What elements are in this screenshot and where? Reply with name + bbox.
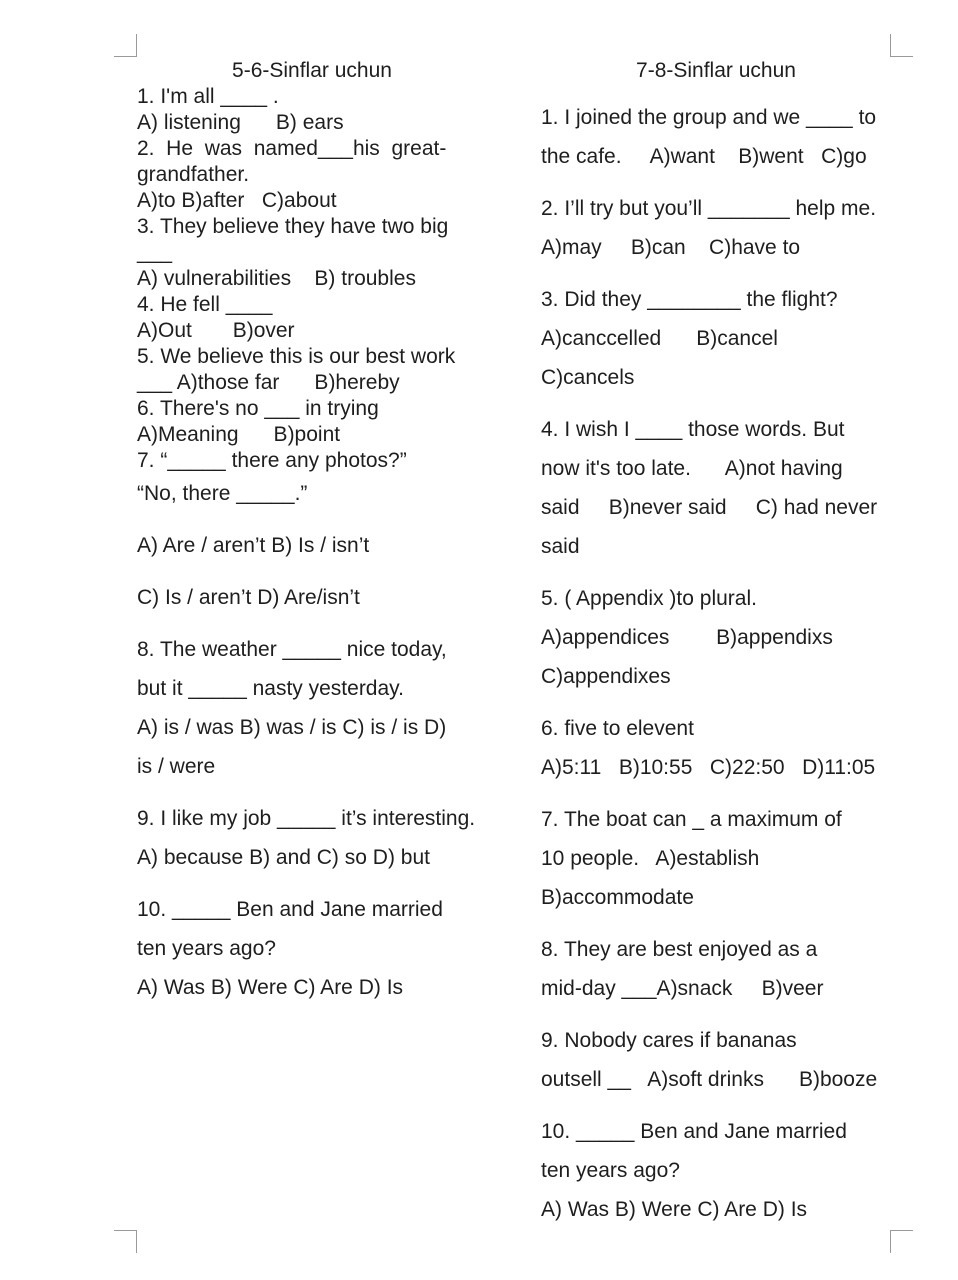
answer-options: A) Was B) Were C) Are D) Is <box>541 1198 808 1221</box>
answer-options: A) is / was B) was / is C) is / is D) <box>137 716 447 739</box>
question-10 <box>541 1112 891 1229</box>
answer-options: B)accommodate <box>541 886 694 909</box>
question-text: 1. I'm all ____ . <box>137 85 279 108</box>
answer-options: said <box>541 535 580 558</box>
question-text: 6. There's no ___ in trying <box>137 397 379 420</box>
question-text: 8. They are best enjoyed as a <box>541 938 818 961</box>
question-text: 3. They believe they have two big <box>137 215 449 238</box>
question-9 <box>541 1021 891 1099</box>
answer-options: C)appendixes <box>541 665 671 688</box>
answer-options: mid-day ___A)snack B)veer <box>541 977 824 1000</box>
question-text: 5. We believe this is our best work <box>137 345 456 368</box>
question-text: 1. I joined the group and we ____ to <box>541 106 877 129</box>
question-text: ten years ago? <box>137 937 276 960</box>
question-7-options-1 <box>137 526 487 565</box>
answer-options: A) Are / aren’t B) Is / isn’t <box>137 534 370 557</box>
question-text: 7. “_____ there any photos?” <box>137 449 407 472</box>
question-8 <box>541 930 891 1008</box>
answer-options: said B)never said C) had never <box>541 496 878 519</box>
question-text: 7. The boat can _ a maximum of <box>541 808 842 831</box>
answer-options: A)5:11 B)10:55 C)22:50 D)11:05 <box>541 756 876 779</box>
question-3 <box>137 214 487 292</box>
question-text: 10. _____ Ben and Jane married <box>541 1120 847 1143</box>
answer-options: outsell __ A)soft drinks B)booze <box>541 1068 878 1091</box>
question-1 <box>541 98 891 176</box>
right-column-title: 7-8-Sinflar uchun <box>636 59 796 82</box>
answer-options: A)Out B)over <box>137 319 295 342</box>
question-3 <box>541 280 891 397</box>
question-text: ___ <box>137 241 173 264</box>
right-column <box>541 58 891 1242</box>
answer-options: ___ A)those far B)hereby <box>137 371 400 394</box>
question-text: 5. ( Appendix )to plural. <box>541 587 757 610</box>
question-10 <box>137 890 487 1007</box>
crop-mark-top-right <box>890 34 913 57</box>
question-text: 10. _____ Ben and Jane married <box>137 898 443 921</box>
question-6 <box>541 709 891 787</box>
question-text: 2. He was named___his great- <box>137 137 447 160</box>
question-2 <box>137 136 487 214</box>
answer-options: A)may B)can C)have to <box>541 236 801 259</box>
answer-options: 10 people. A)establish <box>541 847 760 870</box>
answer-options: A) vulnerabilities B) troubles <box>137 267 416 290</box>
question-5 <box>541 579 891 696</box>
question-text: 6. five to elevent <box>541 717 694 740</box>
question-7 <box>137 448 487 474</box>
answer-options: A)appendices B)appendixs <box>541 626 833 649</box>
question-4 <box>137 292 487 344</box>
question-6 <box>137 396 487 448</box>
left-column-title: 5-6-Sinflar uchun <box>232 59 392 82</box>
answer-options: is / were <box>137 755 216 778</box>
question-text: 3. Did they ________ the flight? <box>541 288 838 311</box>
question-text: but it _____ nasty yesterday. <box>137 677 404 700</box>
question-text: 4. He fell ____ <box>137 293 273 316</box>
answer-options: A)to B)after C)about <box>137 189 337 212</box>
question-4 <box>541 410 891 566</box>
question-text: 8. The weather _____ nice today, <box>137 638 447 661</box>
question-5 <box>137 344 487 396</box>
answer-options: A)canccelled B)cancel <box>541 327 778 350</box>
question-text: grandfather. <box>137 163 250 186</box>
question-7-continued <box>137 474 487 513</box>
question-7 <box>541 800 891 917</box>
question-9 <box>137 799 487 877</box>
crop-mark-bottom-right <box>890 1230 913 1253</box>
crop-mark-bottom-left <box>114 1230 137 1253</box>
question-2 <box>541 189 891 267</box>
question-text: 9. Nobody cares if bananas <box>541 1029 797 1052</box>
question-text: 9. I like my job _____ it’s interesting. <box>137 807 476 830</box>
question-8 <box>137 630 487 786</box>
answer-options: A) listening B) ears <box>137 111 344 134</box>
question-7-options-2 <box>137 578 487 617</box>
left-column <box>137 58 487 1020</box>
crop-mark-top-left <box>114 34 137 57</box>
question-1 <box>137 84 487 136</box>
answer-options: C)cancels <box>541 366 635 389</box>
answer-options: A) because B) and C) so D) but <box>137 846 430 869</box>
question-text: ten years ago? <box>541 1159 680 1182</box>
answer-options: the cafe. A)want B)went C)go <box>541 145 867 168</box>
answer-options: C) Is / aren’t D) Are/isn’t <box>137 586 360 609</box>
question-text: now it's too late. A)not having <box>541 457 843 480</box>
answer-options: A)Meaning B)point <box>137 423 341 446</box>
question-text: “No, there _____.” <box>137 482 308 505</box>
answer-options: A) Was B) Were C) Are D) Is <box>137 976 404 999</box>
question-text: 4. I wish I ____ those words. But <box>541 418 845 441</box>
question-text: 2. I’ll try but you’ll _______ help me. <box>541 197 877 220</box>
